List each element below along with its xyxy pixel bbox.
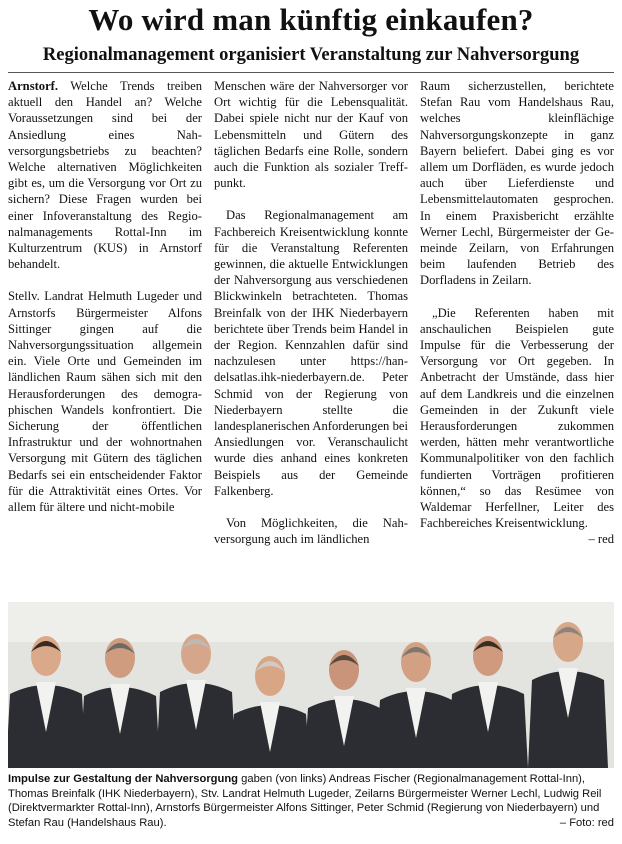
paragraph: Menschen wäre der Nahversorger vor Ort wichtig für die Lebensqualität. Dabei spiele nicht nur der Kauf von Lebensmitteln und Gütern des täglichen Bedarfs eine Rolle, sondern auch die Funktion als sozialer Treffpunkt. [214,79,408,191]
paragraph: Raum sicherzustellen, berichtete Stefan Rau vom Handelshaus Rau, welches kleinflächige Nahversorgungskonzepte in ganz Bayern beliefert. Dabei ging es vor allem um Dorfläden, es wurde jedoch auch über Lieferdienste und Lebensmittelautomaten gesprochen. In einem Praxisbericht erzählte Werner Lechl, Bürgermeister der Gemeinde Zeilarn, von Erfahrungen beim laufenden Betrieb des Dorfladens in Zeilarn. [420,79,614,288]
divider [8,72,614,73]
paragraph [420,305,614,547]
photo-caption [8,772,614,830]
headline: Wo wird man künftig einkaufen? [88,2,534,37]
column-2 [214,78,408,596]
column-1 [8,78,202,596]
paragraph [8,78,202,272]
paragraph-text: „Die Referenten haben mit anschaulichen Beispielen gute Impulse für die Verbesserung der Versorgung vor Ort gegeben. In Anbetracht der Umstände, dass hier auf dem Landkreis und die einzelnen Gemeinden in der Zukunft viele Herausforderungen zukommen werden, hätten mehr verantwortliche Kommunalpolitiker von den fachlich fundierten Vorträgen profitieren können,“ so das Resümee von Waldemar Herfellner, Leiter des Fachbereiches Kreisentwicklung. [420,305,614,531]
subheadline: Regionalmanagement organisiert Veranstaltung zur Nahversorgung [42,45,580,65]
group-photo [8,602,614,768]
photo-credit: – Foto: red [559,816,614,829]
paragraph: Von Möglichkeiten, die Nahversorgung auch im ländlichen [214,516,408,547]
paragraph: Stellv. Landrat Helmuth Lugeder und Arnstorfs Bürgermeister Alfons Sittinger gingen auf die Nahversorgungssituation allgemein ein. Viele Orte und Gemeinden im ländlichen Raum sähen sich mit den Herausforderungen des demographischen Wandels konfrontiert. Die Sicherung der öffentlichen Infrastruktur und der wohnortnahen Versorgung mit Gütern des täglichen Bedarfs sei ein entscheidender Faktor für die Attraktivität eines Ortes. Vor allem für ältere und nicht-mobile [8,289,202,515]
author-signature: – red [588,532,614,547]
caption-lead: Impulse zur Gestaltung der Nahversorgung [8,773,239,785]
caption-text: gaben (von links) Andreas Fischer (Regionalmanagement Rottal-Inn), Thomas Breinfalk (IHK Niederbayern), Stv. Landrat Helmuth Lugeder, Zeilarns Bürgermeister Werner Lechl, Ludwig Reil (Direktvermarkter Rottal-Inn), Arnstorfs Bürgermeister Alfons Sittinger, Peter Schmid (Regierung von Niederbayern) und Stefan Rau (Handelshaus Rau). [8,773,602,829]
column-3 [420,78,614,596]
dateline-place: Arnstorf. [8,79,59,93]
article-body [8,78,614,596]
paragraph: Das Regionalmanagement am Fachbereich Kreisentwicklung konnte für die Veranstaltung Referenten gewinnen, die aktuelle Entwicklungen der Nahversorgung aus verschiedenen Blickwinkeln betrachteten. Thomas Breinfalk von der IHK Niederbayern berichtete über Trends beim Handel in der Region. Kennzahlen dafür sind nachzulesen unter https://handelsatlas.ihk-niederbayern.de. Peter Schmid von der Regierung von Niederbayern stellte die landesplanerischen Anforderungen bei Ansiedlungen vor. Veranschaulicht wurde dies anhand eines konkreten Beispiels aus der Gemeinde Falkenberg. [214,208,408,498]
paragraph-text: Welche Trends treiben aktuell den Handel an? Welche Voraussetzungen sind bei der Ansiedlung eines Nahversorgungsbetriebs zu beachten? Welche alternativen Möglichkeiten gibt es, um die Versorgung vor Ort zu sichern? Diese Fragen wurden bei einer Infoveranstaltung des Regionalmanagements Rottal-Inn im Kulturzentrum (KUS) in Arnstorf behandelt. [8,79,202,272]
group-photo-illustration [8,602,614,768]
